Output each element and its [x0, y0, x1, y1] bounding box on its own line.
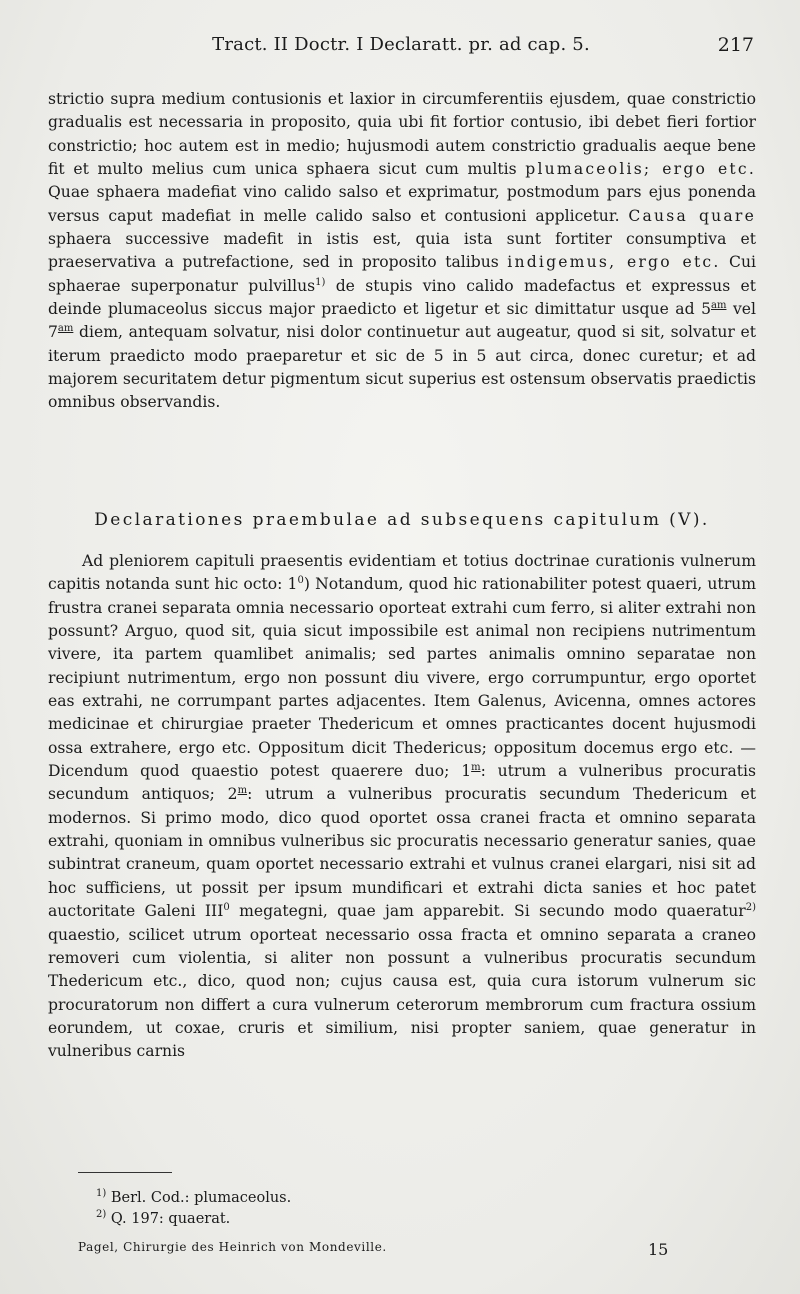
footnote-2	[96, 1211, 230, 1227]
running-header	[48, 34, 754, 62]
section-heading: Declarationes praembulae ad subsequens capitulum (V).	[94, 510, 710, 530]
emphasis-plumaceolis: plumaceolis; ergo etc.	[525, 160, 756, 179]
paragraph-2	[48, 550, 756, 1064]
footnote-1	[96, 1190, 291, 1206]
footnote-text: Q. 197: quaerat.	[110, 1211, 231, 1227]
emphasis-causa-quare: Causa quare	[628, 206, 757, 225]
footnote-text: Berl. Cod.: plumaceolus.	[110, 1190, 292, 1206]
footnote-marker: 1)	[96, 1188, 107, 1199]
footnote-marker: 2)	[96, 1209, 107, 1220]
footnote-ref-2: 2)	[745, 902, 757, 914]
footnote-divider	[78, 1172, 172, 1173]
paragraph-1-text: strictio supra medium contusionis et laxior in circumferentiis ejusdem, quae constrictio gradualis est necessaria in proposito, quia ubi fit fortior contusio, ibi debet fieri fortior constrictio; hoc autem est in medio; hujusmodi autem constrictio gradualis aeque bene fit et multo melius cum unica sphaera sicut cum multis plumaceolis; ergo etc. Quae sphaera madefiat vino calido salso et exprimatur, postmodum pars ejus ponenda versus caput madefiat in melle calido salso et contusioni applicetur. Causa quare sphaera successive madefit in istis est, quia ista sunt fortiter consumptiva et praeservativa a putrefactione, sed in proposito talibus indigemus, ergo etc. Cui sphaerae superponatur pulvillus$^{1)}$ de stupis vino calido madefactus et expressus et deinde plumaceolus siccus major praedicto et ligetur et sic dimittatur usque ad $5^{am}$ vel $7^{am}$ diem, antequam solvatur, nisi dolor continuetur aut augeatur, quod si sit, solvatur et iterum praedicto modo praeparetur et sic de 5 in 5 aut circa, donec curetur; et ad majorem securitatem detur pigmentum sicut superius est ostensum observatis praedictis omnibus observandis.	[48, 90, 757, 412]
page-number: 217	[717, 34, 754, 56]
header-title: Tract. II Doctr. I Declaratt. pr. ad cap. 5.	[212, 34, 590, 55]
paragraph-1	[48, 88, 756, 415]
paragraph-2-text: Ad pleniorem capituli praesentis evidentiam et totius doctrinae curationis vulnerum capitis notanda sunt hic octo: $1^0$) Notandum, quod hic rationabiliter potest quaeri, utrum frustra cranei separata omnia necessario oporteat extrahi cum ferro, si aliter extrahi non possunt? Arguo, quod sit, quia sicut impossibile est animal non recipiens nutrimentum vivere, ita partem quamlibet animalis; sed partes animalis omnino separatae non recipiunt nutrimentum, ergo non possunt diu vivere, ergo corrumpuntur, ergo oportet eas extrahi, ne corrumpant partes adjacentes. Item Galenus, Avicenna, omnes actores medicinae et chirurgiae praeter Thedericum et omnes practicantes docent hujusmodi ossa extrahere, ergo etc. Oppositum dicit Thedericus; oppositum docemus ergo etc. — Dicendum quod quaestio potest quaerere duo; 1$^m$: utrum a vulneribus procuratis secundum antiquos; 2$^m$: utrum a vulneribus procuratis secundum Thedericum et modernos. Si primo modo, dico quod oportet ossa cranei fracta et omnino separata extrahi, quoniam in omnibus vulneribus sic procuratis necessario generatur sanies, quae subintrat craneum, quam oportet necessario extrahi et vulnus cranei elargari, nisi sit ad hoc sufficiens, ut possit per ipsum mundificari et extrahi dicta sanies et hoc patet auctoritate Galeni III$^0$ megategni, quae jam apparebit. Si secundo modo quaeratur$^{2)}$ quaestio, scilicet utrum oporteat necessario ossa fracta et omnino separata a craneo removeri cum violentia, si aliter non possunt a vulneribus procuratis secundum Thedericum etc., dico, quod non; cujus causa est, quia cura istorum vulnerum sic procuratorum non differt a cura vulnerum ceterorum membrorum cum fractura ossium eorundem, ut coxae, cruris et similium, nisi propter saniem, quae generatur in vulneribus carnis	[48, 552, 757, 1061]
footnote-ref-1: 1)	[315, 276, 326, 288]
signature-mark: 15	[648, 1240, 669, 1259]
footer-signature: Pagel, Chirurgie des Heinrich von Mondeville.	[78, 1240, 387, 1254]
emphasis-indigemus: indigemus, ergo etc.	[507, 253, 721, 272]
